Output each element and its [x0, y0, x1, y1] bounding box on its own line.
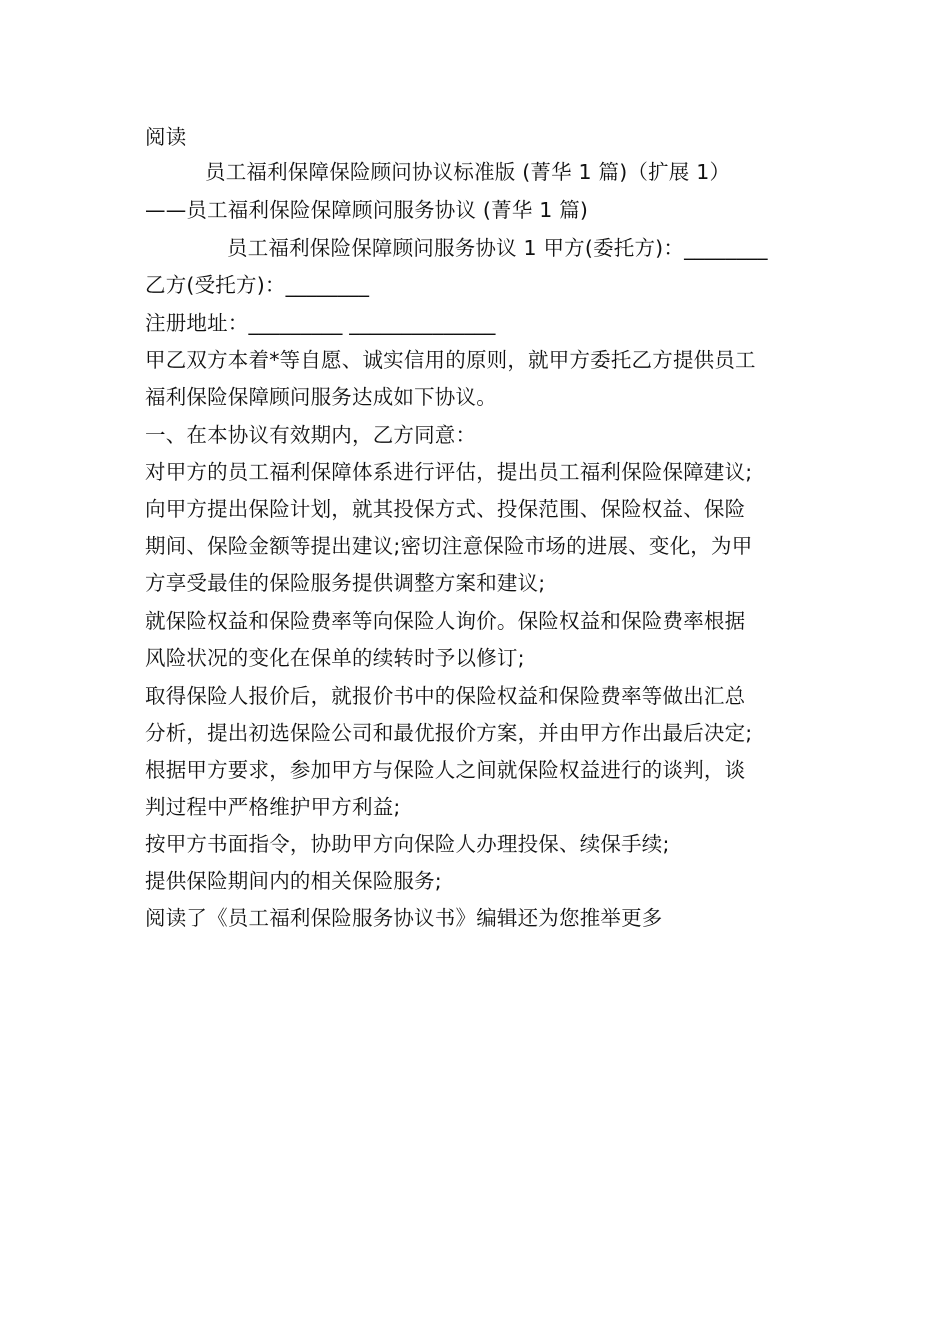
- read-label: 阅读: [145, 125, 187, 149]
- section-heading: 一、在本协议有效期内，乙方同意：: [145, 423, 477, 447]
- paragraph-line: 福利保险保障顾问服务达成如下协议。: [145, 385, 497, 409]
- closing-line: 阅读了《员工福利保险服务协议书》编辑还为您推举更多: [145, 906, 663, 930]
- registered-address-line: 注册地址：_________ ______________: [145, 311, 496, 335]
- paragraph-line: 按甲方书面指令，协助甲方向保险人办理投保、续保手续;: [145, 832, 670, 856]
- paragraph-line: 方享受最佳的保险服务提供调整方案和建议;: [145, 571, 546, 595]
- paragraph-line: 提供保险期间内的相关保险服务;: [145, 869, 442, 893]
- paragraph-line: 分析，提出初选保险公司和最优报价方案，并由甲方作出最后决定;: [145, 721, 753, 745]
- paragraph-line: 就保险权益和保险费率等向保险人询价。保险权益和保险费率根据: [145, 609, 746, 633]
- paragraph-line: 对甲方的员工福利保障体系进行评估，提出员工福利保险保障建议;: [145, 460, 753, 484]
- agreement-heading-party-a: 员工福利保险保障顾问服务协议 1 甲方(委托方)：________: [227, 236, 768, 260]
- paragraph-line: 取得保险人报价后，就报价书中的保险权益和保险费率等做出汇总: [145, 684, 746, 708]
- paragraph-line: 甲乙双方本着*等自愿、诚实信用的原则，就甲方委托乙方提供员工: [145, 348, 756, 372]
- paragraph-line: 根据甲方要求，参加甲方与保险人之间就保险权益进行的谈判，谈: [145, 758, 746, 782]
- paragraph-line: 向甲方提出保险计划，就其投保方式、投保范围、保险权益、保险: [145, 497, 746, 521]
- paragraph-line: 判过程中严格维护甲方利益;: [145, 795, 401, 819]
- party-b-line: 乙方(受托方)：________: [145, 273, 370, 297]
- document-title: 员工福利保障保险顾问协议标准版 (菁华 1 篇)（扩展 1）: [205, 160, 731, 184]
- paragraph-line: 风险状况的变化在保单的续转时予以修订;: [145, 646, 525, 670]
- document-subtitle: ——员工福利保险保障顾问服务协议 (菁华 1 篇): [145, 198, 589, 222]
- paragraph-line: 期间、保险金额等提出建议;密切注意保险市场的进展、变化，为甲: [145, 534, 753, 558]
